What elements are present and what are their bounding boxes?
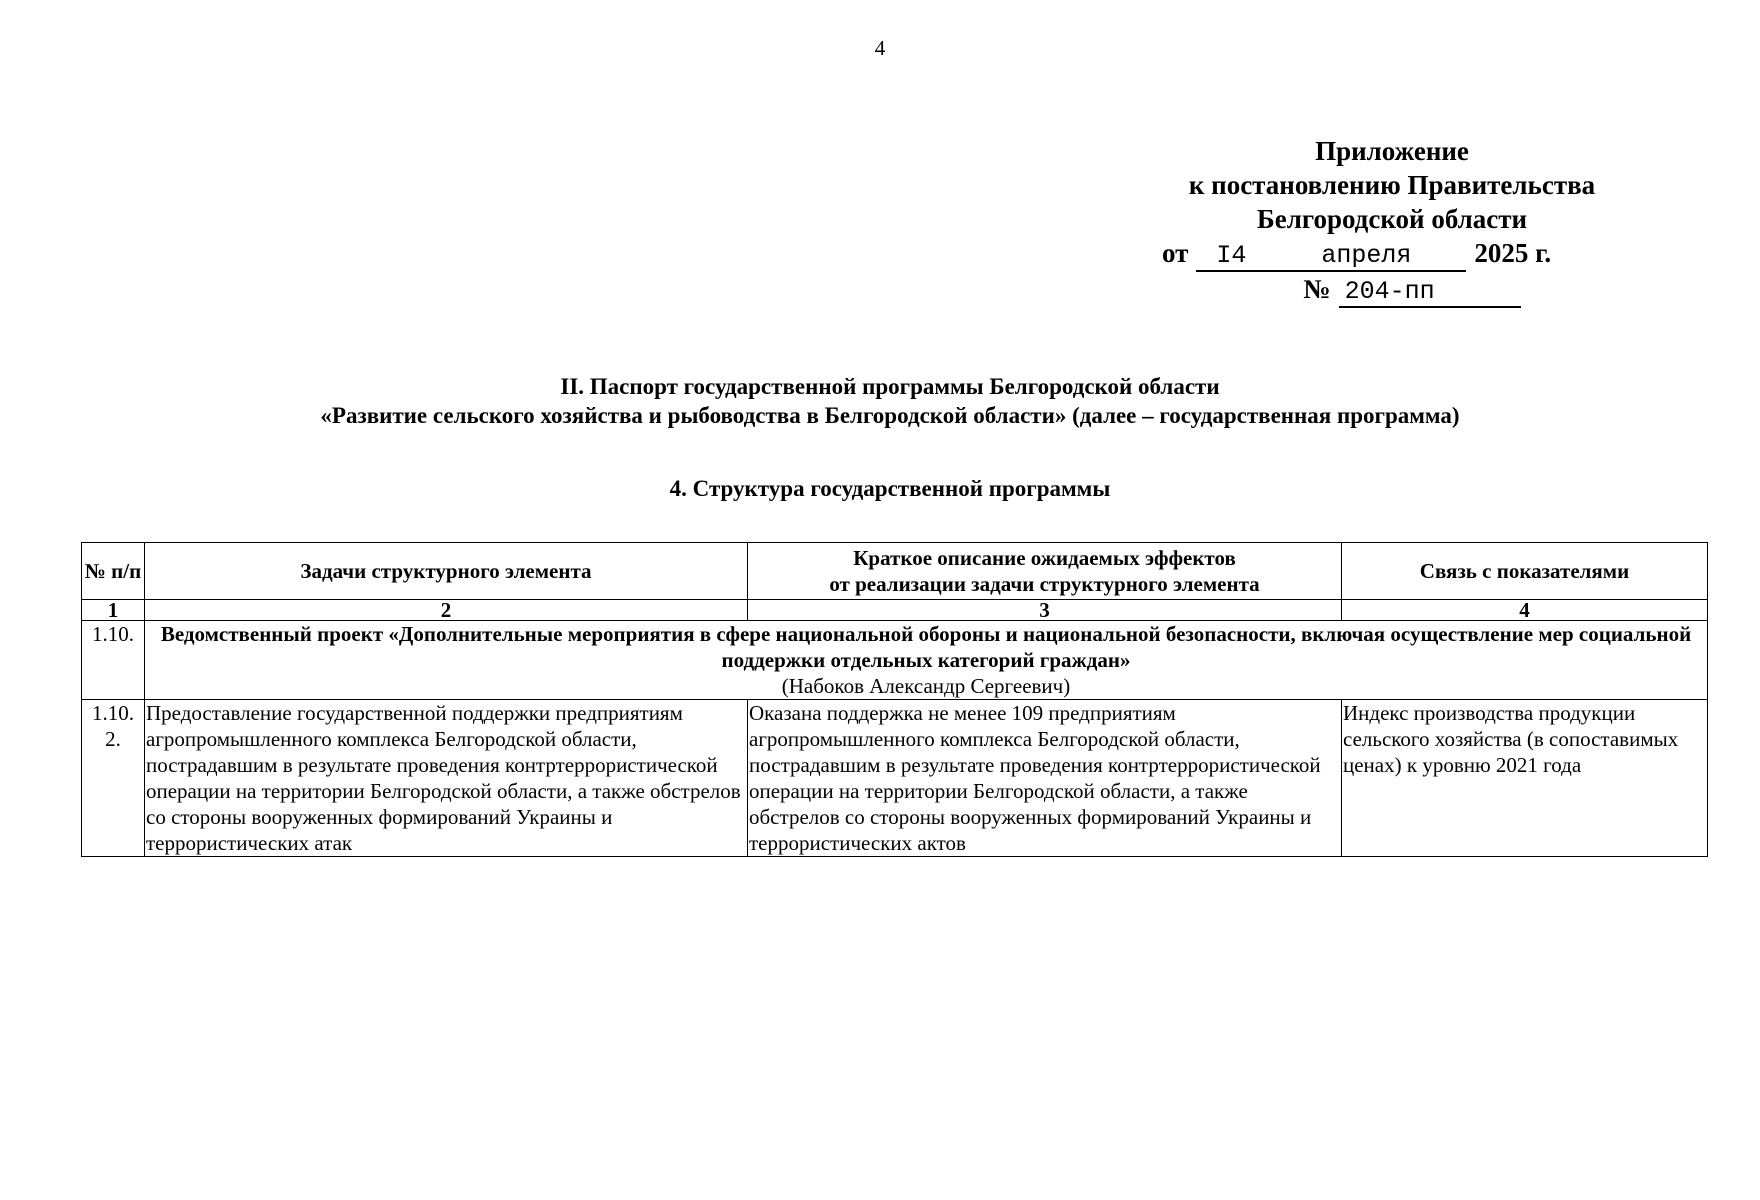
header-effects-line1: Краткое описание ожидаемых эффектов (853, 546, 1236, 570)
row-number: 1.10. 2. (82, 700, 145, 857)
header-number: № п/п (82, 543, 145, 600)
date-day: I4 (1196, 242, 1266, 272)
table-header-row (82, 543, 1708, 600)
column-number-row (82, 600, 1708, 621)
number-prefix: № (1303, 274, 1331, 304)
header-effects-line2: от реализации задачи структурного элемента (829, 572, 1260, 596)
date-year: 2025 г. (1474, 238, 1552, 268)
column-number: 3 (748, 600, 1342, 621)
section-title-line1: II. Паспорт государственной программы Белгородской области (560, 374, 1220, 399)
column-number: 1 (82, 600, 145, 621)
row-indicator (1342, 700, 1708, 857)
appendix-block (1162, 134, 1622, 308)
appendix-line-resolution: к постановлению Правительства (1188, 170, 1596, 200)
row-task (145, 700, 748, 857)
row-indicator-text: Индекс производства продукции сельского хозяйства (в сопоставимых ценах) к уровню 2021 года (1343, 701, 1679, 777)
row-task-text: Предоставление государственной поддержки предприятиям агропромышленного комплекса Белгородской области, пострадавшим в результате проведения контртеррористической операции на территории Белгородской области, а также обстрелов со стороны вооруженных формирований Украины и террористических атак (146, 701, 741, 855)
section-title (200, 372, 1580, 430)
project-number: 1.10. (82, 621, 145, 700)
program-structure-table (81, 542, 1708, 857)
subsection-title: 4. Структура государственной программы (669, 476, 1111, 501)
project-cell (145, 621, 1708, 700)
table-row (82, 700, 1708, 857)
column-number: 2 (145, 600, 748, 621)
appendix-line-region: Белгородской области (1256, 204, 1528, 234)
resolution-number: 204-пп (1339, 278, 1521, 308)
section-title-line2: «Развитие сельского хозяйства и рыбоводства в Белгородской области» (далее – государственная программа) (320, 403, 1460, 428)
header-effects (748, 543, 1342, 600)
date-prefix: от (1162, 238, 1189, 268)
appendix-title: Приложение (1315, 136, 1469, 166)
project-row (82, 621, 1708, 700)
project-title: Ведомственный проект «Дополнительные мероприятия в сфере национальной обороны и национальной безопасности, включая осуществление мер социальной поддержки отдельных категорий граждан» (160, 622, 1692, 672)
header-indicators: Связь с показателями (1342, 543, 1708, 600)
header-tasks: Задачи структурного элемента (145, 543, 748, 600)
project-lead: (Набоков Александр Сергеевич) (781, 674, 1071, 698)
page-number: 4 (874, 36, 886, 60)
row-effect-text: Оказана поддержка не менее 109 предприятиям агропромышленного комплекса Белгородской области, пострадавшим в результате проведения контртеррористической операции на территории Белгородской области, а также обстрелов со стороны вооруженных формирований Украины и террористических актов (749, 701, 1321, 855)
column-number: 4 (1342, 600, 1708, 621)
row-effect (748, 700, 1342, 857)
date-month: апреля (1266, 242, 1466, 272)
appendix-date-line (1162, 236, 1622, 272)
appendix-number-line (1162, 272, 1622, 308)
